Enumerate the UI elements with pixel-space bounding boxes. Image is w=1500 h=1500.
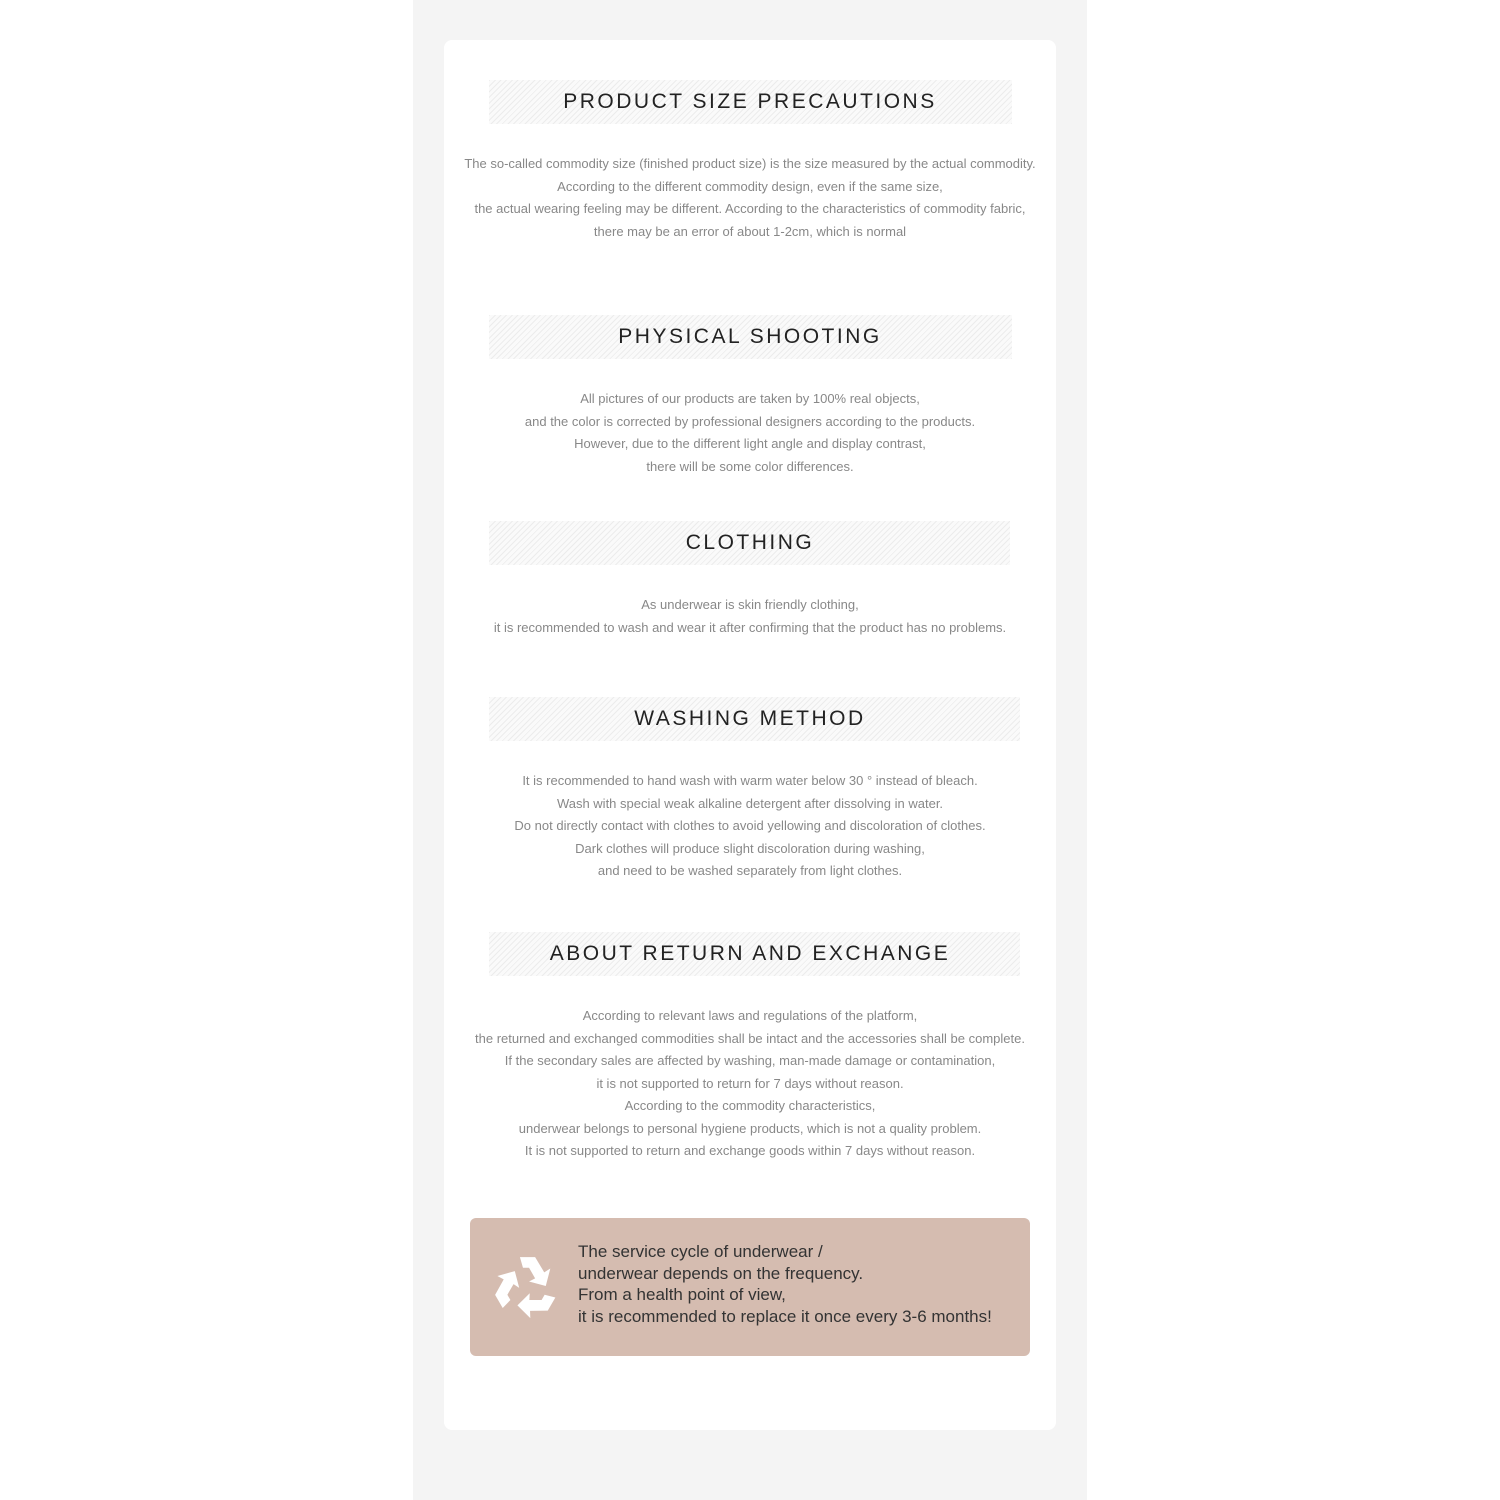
notice-line: it is recommended to replace it once every 3-6 months! <box>578 1306 992 1326</box>
body-line: However, due to the different light angle and display contrast, <box>574 436 926 451</box>
body-line: there may be an error of about 1-2cm, which is normal <box>593 223 907 239</box>
body-line: According to the different commodity design, even if the same size, <box>557 178 943 194</box>
section-title-washing: WASHING METHOD <box>634 707 866 730</box>
body-line: Wash with special weak alkaline detergent after dissolving in water. <box>556 795 944 811</box>
notice-line: The service cycle of underwear / <box>578 1242 823 1261</box>
notice-line: underwear depends on the frequency. <box>578 1263 864 1283</box>
body-line: It is recommended to hand wash with warm water below 30 ° instead of bleach. <box>522 773 978 788</box>
section-body-size <box>444 153 1056 243</box>
notice-line: From a health point of view, <box>578 1285 786 1304</box>
section-title-shooting: PHYSICAL SHOOTING <box>618 325 882 348</box>
recycle-icon <box>488 1248 564 1324</box>
section-title-clothing: CLOTHING <box>685 531 815 554</box>
body-line: underwear belongs to personal hygiene products, which is not a quality problem. <box>518 1120 982 1136</box>
section-body-return <box>444 1005 1056 1163</box>
section-body-clothing <box>444 594 1056 639</box>
body-line: Dark clothes will produce slight discoloration during washing, <box>575 840 925 856</box>
body-line: It is not supported to return and exchange goods within 7 days without reason. <box>524 1143 976 1158</box>
body-line: As underwear is skin friendly clothing, <box>641 597 859 612</box>
section-title-size: PRODUCT SIZE PRECAUTIONS <box>563 90 937 113</box>
body-line: it is recommended to wash and wear it after confirming that the product has no problems. <box>493 619 1007 635</box>
body-line: Do not directly contact with clothes to avoid yellowing and discoloration of clothes. <box>514 818 986 833</box>
body-line: the actual wearing feeling may be different. According to the characteristics of commodity fabric, <box>474 201 1026 216</box>
body-line: and need to be washed separately from light clothes. <box>597 863 903 878</box>
body-line: The so-called commodity size (finished product size) is the size measured by the actual commodity. <box>464 156 1036 171</box>
section-title-return: ABOUT RETURN AND EXCHANGE <box>549 942 951 965</box>
body-line: it is not supported to return for 7 days without reason. <box>596 1075 904 1091</box>
section-body-shooting <box>444 388 1056 478</box>
body-line: and the color is corrected by professional designers according to the products. <box>524 413 976 429</box>
body-line: If the secondary sales are affected by washing, man-made damage or contamination, <box>504 1053 996 1068</box>
replacement-notice <box>470 1218 1030 1356</box>
body-line: All pictures of our products are taken by 100% real objects, <box>580 391 920 406</box>
body-line: the returned and exchanged commodities shall be intact and the accessories shall be complete. <box>475 1030 1025 1046</box>
notice-text <box>578 1241 992 1327</box>
section-body-washing <box>444 770 1056 883</box>
body-line: there will be some color differences. <box>646 458 854 474</box>
body-line: According to the commodity characteristics, <box>624 1098 876 1113</box>
body-line: According to relevant laws and regulations of the platform, <box>582 1008 918 1023</box>
